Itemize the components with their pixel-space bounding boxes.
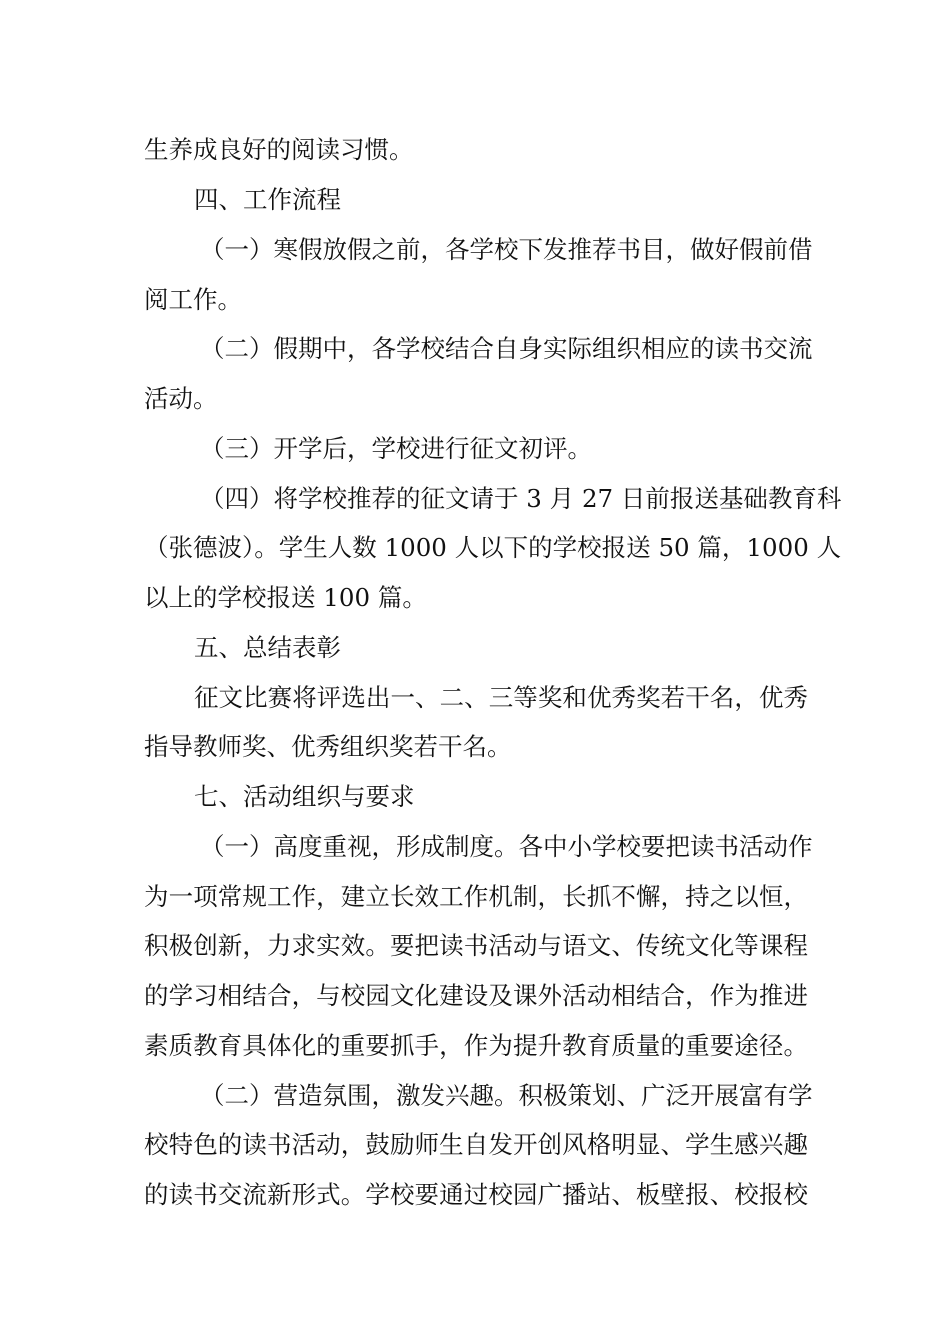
text-line: 校特色的读书活动，鼓励师生自发开创风格明显、学生感兴趣: [144, 1130, 808, 1159]
text-line: 的读书交流新形式。学校要通过校园广播站、板壁报、校报校: [144, 1180, 808, 1209]
text-line: 的学习相结合，与校园文化建设及课外活动相结合，作为推进: [144, 981, 808, 1010]
text-line: 指导教师奖、优秀组织奖若干名。: [144, 732, 512, 761]
section-heading: 七、活动组织与要求: [194, 782, 415, 811]
text-line: （二）假期中，各学校结合自身实际组织相应的读书交流: [200, 334, 813, 363]
section-heading: 四、工作流程: [194, 185, 341, 214]
text-line: 积极创新，力求实效。要把读书活动与语文、传统文化等课程: [144, 931, 808, 960]
text-line: 阅工作。: [144, 285, 242, 314]
text-line: （张德波）。学生人数 1000 人以下的学校报送 50 篇，1000 人: [144, 533, 842, 562]
text-line: （二）营造氛围，激发兴趣。积极策划、广泛开展富有学: [200, 1081, 813, 1110]
text-line: 为一项常规工作，建立长效工作机制，长抓不懈，持之以恒，: [144, 882, 808, 911]
text-line: （一）寒假放假之前，各学校下发推荐书目，做好假前借: [200, 235, 813, 264]
text-line: 以上的学校报送 100 篇。: [144, 583, 427, 612]
text-line: （三）开学后，学校进行征文初评。: [200, 434, 592, 463]
text-line: 活动。: [144, 384, 218, 413]
section-heading: 五、总结表彰: [194, 633, 341, 662]
text-line: （一）高度重视，形成制度。各中小学校要把读书活动作: [200, 832, 813, 861]
text-line: 素质教育具体化的重要抓手，作为提升教育质量的重要途径。: [144, 1031, 808, 1060]
text-line: （四）将学校推荐的征文请于 3 月 27 日前报送基础教育科: [200, 484, 842, 513]
text-line: 生养成良好的阅读习惯。: [144, 135, 414, 164]
text-line: 征文比赛将评选出一、二、三等奖和优秀奖若干名，优秀: [194, 683, 808, 712]
